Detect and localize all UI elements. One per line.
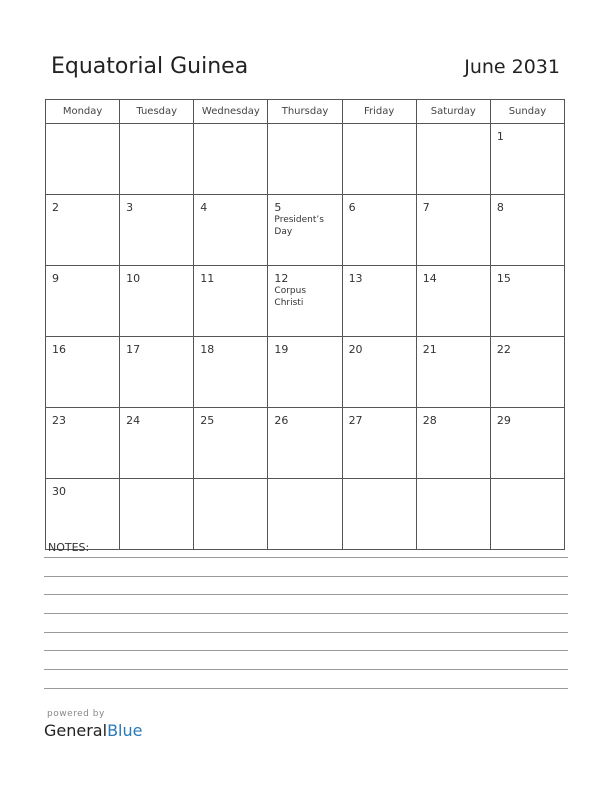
day-cell[interactable] (46, 479, 120, 550)
day-number: 16 (52, 343, 66, 356)
day-cell[interactable] (416, 124, 490, 195)
day-cell[interactable] (194, 337, 268, 408)
day-cell[interactable] (342, 408, 416, 479)
day-number: 17 (126, 343, 141, 356)
day-number: 22 (496, 343, 511, 356)
day-number: 29 (496, 414, 511, 427)
day-cell[interactable] (194, 124, 268, 195)
day-cell[interactable] (490, 337, 564, 408)
day-number: 23 (52, 414, 66, 427)
note-line (44, 576, 568, 577)
week-row (46, 195, 565, 266)
day-number: 21 (422, 343, 437, 356)
day-cell[interactable] (416, 408, 490, 479)
day-cell[interactable] (46, 195, 120, 266)
note-line (44, 613, 568, 614)
day-cell[interactable] (268, 124, 342, 195)
holiday-label: Corpus Christi (274, 286, 307, 308)
day-number: 13 (348, 272, 363, 285)
week-row (46, 337, 565, 408)
day-cell[interactable] (268, 195, 342, 266)
day-cell[interactable] (342, 195, 416, 266)
day-cell[interactable] (120, 266, 194, 337)
week-row (46, 479, 565, 550)
day-cell[interactable] (268, 266, 342, 337)
day-cell[interactable] (194, 479, 268, 550)
day-cell[interactable] (416, 266, 490, 337)
day-cell[interactable] (416, 195, 490, 266)
day-number: 5 (274, 201, 282, 214)
day-cell[interactable] (46, 124, 120, 195)
day-cell[interactable] (120, 195, 194, 266)
day-number: 10 (126, 272, 141, 285)
day-cell[interactable] (268, 408, 342, 479)
note-line (44, 650, 568, 651)
weekday-header: Saturday (416, 100, 490, 124)
day-number: 7 (422, 201, 430, 214)
weekday-header: Sunday (490, 100, 564, 124)
day-number: 1 (496, 130, 504, 143)
day-cell[interactable] (194, 266, 268, 337)
day-cell[interactable] (342, 479, 416, 550)
day-cell[interactable] (268, 337, 342, 408)
day-cell[interactable] (120, 408, 194, 479)
day-number: 18 (200, 343, 215, 356)
note-line (44, 594, 568, 595)
day-cell[interactable] (46, 266, 120, 337)
weekday-header: Thursday (268, 100, 342, 124)
day-number: 4 (200, 201, 208, 214)
day-cell[interactable] (268, 479, 342, 550)
day-number: 19 (274, 343, 289, 356)
day-number: 15 (496, 272, 511, 285)
week-row (46, 408, 565, 479)
day-cell[interactable] (416, 337, 490, 408)
day-number: 12 (274, 272, 289, 285)
day-number: 25 (200, 414, 215, 427)
day-number: 20 (348, 343, 363, 356)
day-number: 24 (126, 414, 141, 427)
day-number: 30 (52, 485, 66, 498)
holiday-label: President’s Day (274, 215, 324, 237)
week-row (46, 124, 565, 195)
brand-blue: Blue (107, 721, 143, 740)
powered-by-text: powered by (47, 709, 105, 719)
page-title: Equatorial Guinea (51, 54, 249, 79)
month-label: June 2031 (464, 56, 560, 78)
day-cell[interactable] (416, 479, 490, 550)
day-number: 14 (422, 272, 437, 285)
day-cell[interactable] (490, 479, 564, 550)
day-cell[interactable] (490, 195, 564, 266)
day-number: 11 (200, 272, 215, 285)
day-cell[interactable] (46, 408, 120, 479)
day-number: 3 (126, 201, 134, 214)
brand-general: General (44, 721, 108, 740)
weekday-header: Friday (342, 100, 416, 124)
day-cell[interactable] (490, 408, 564, 479)
day-cell[interactable] (46, 337, 120, 408)
weekday-header: Wednesday (194, 100, 268, 124)
weekday-header: Monday (46, 100, 120, 124)
day-number: 9 (52, 272, 59, 285)
brand-logo[interactable] (44, 721, 142, 740)
day-number: 27 (348, 414, 363, 427)
note-line (44, 557, 568, 558)
notes-label: NOTES: (48, 541, 90, 554)
day-number: 28 (422, 414, 437, 427)
day-cell[interactable] (194, 408, 268, 479)
day-cell[interactable] (490, 266, 564, 337)
calendar-grid (45, 99, 565, 550)
day-cell[interactable] (342, 337, 416, 408)
day-number: 6 (348, 201, 356, 214)
weekday-header: Tuesday (120, 100, 194, 124)
day-number: 2 (52, 201, 59, 214)
note-line (44, 669, 568, 670)
week-row (46, 266, 565, 337)
day-cell[interactable] (120, 337, 194, 408)
day-cell[interactable] (194, 195, 268, 266)
day-cell[interactable] (490, 124, 564, 195)
day-cell[interactable] (120, 124, 194, 195)
note-line (44, 688, 568, 689)
day-number: 26 (274, 414, 289, 427)
note-line (44, 632, 568, 633)
weekday-header-row (46, 100, 565, 124)
day-cell[interactable] (342, 124, 416, 195)
day-number: 8 (496, 201, 504, 214)
day-cell[interactable] (342, 266, 416, 337)
day-cell[interactable] (120, 479, 194, 550)
